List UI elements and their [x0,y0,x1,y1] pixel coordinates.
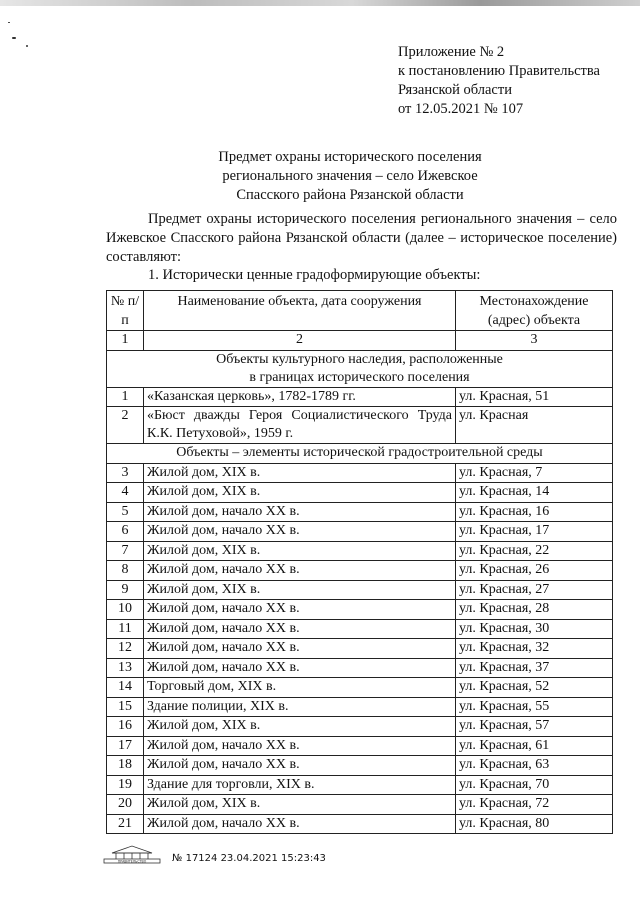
header-number: № п/п [107,291,144,331]
object-name: Жилой дом, начало XX в. [144,619,456,639]
table-row [107,483,613,503]
row-number: 1 [107,387,144,407]
document-title [150,148,550,205]
object-address: ул. Красная, 37 [456,658,613,678]
table-row [107,678,613,698]
object-name: Жилой дом, начало XX в. [144,814,456,834]
row-number: 20 [107,795,144,815]
row-number: 16 [107,717,144,737]
object-address: ул. Красная, 22 [456,541,613,561]
table-row [107,502,613,522]
column-number: 3 [456,331,613,351]
row-number: 3 [107,463,144,483]
row-number: 13 [107,658,144,678]
row-number: 21 [107,814,144,834]
table-row [107,814,613,834]
object-address: ул. Красная, 63 [456,756,613,776]
row-number: 6 [107,522,144,542]
title-line: Спасского района Рязанской области [236,187,464,203]
header-address: Местонахождение (адрес) объекта [456,291,613,331]
object-name: Жилой дом, XIX в. [144,463,456,483]
object-address: ул. Красная, 80 [456,814,613,834]
title-line: регионального значения – село Ижевское [222,168,478,184]
table-row [107,756,613,776]
object-address: ул. Красная, 14 [456,483,613,503]
scan-speck [8,22,10,23]
column-number-row [107,331,613,351]
object-address: ул. Красная, 51 [456,387,613,407]
table-row [107,600,613,620]
object-name: «Казанская церковь», 1782-1789 гг. [144,387,456,407]
row-number: 7 [107,541,144,561]
row-number: 10 [107,600,144,620]
section-row [107,444,613,464]
object-name: Жилой дом, начало XX в. [144,522,456,542]
table-row [107,561,613,581]
table-row [107,639,613,659]
table-row [107,658,613,678]
object-name: Жилой дом, начало XX в. [144,561,456,581]
section-row [107,350,613,387]
row-number: 12 [107,639,144,659]
object-address: ул. Красная, 61 [456,736,613,756]
scan-speck [12,37,16,39]
column-number: 1 [107,331,144,351]
header-name [144,291,456,331]
section-heading-line: в границах исторического поселения [249,369,470,385]
table-row [107,463,613,483]
object-name: Жилой дом, XIX в. [144,483,456,503]
section-heading [107,350,613,387]
object-name: Жилой дом, начало XX в. [144,756,456,776]
table-row [107,407,613,444]
table-row [107,541,613,561]
table-row [107,795,613,815]
title-line: Предмет охраны исторического поселения [218,149,482,165]
object-name: Жилой дом, начало XX в. [144,639,456,659]
scan-edge [0,0,640,6]
object-address: ул. Красная, 16 [456,502,613,522]
object-address: ул. Красная, 55 [456,697,613,717]
object-name: Жилой дом, начало XX в. [144,736,456,756]
row-number: 9 [107,580,144,600]
object-name: Здание полиции, XIX в. [144,697,456,717]
section-heading-line: Объекты культурного наследия, расположенные [216,351,503,367]
object-address: ул. Красная, 32 [456,639,613,659]
object-address: ул. Красная, 70 [456,775,613,795]
row-number: 5 [107,502,144,522]
object-name: Жилой дом, XIX в. [144,580,456,600]
row-number: 18 [107,756,144,776]
registration-number: № 17124 23.04.2021 15:23:43 [172,853,326,864]
object-address: ул. Красная, 26 [456,561,613,581]
object-address: ул. Красная, 28 [456,600,613,620]
table-row [107,717,613,737]
scan-speck [26,45,28,47]
row-number: 2 [107,407,144,444]
table-row [107,775,613,795]
object-name: Жилой дом, начало XX в. [144,600,456,620]
row-number: 17 [107,736,144,756]
object-address: ул. Красная [456,407,613,444]
column-number: 2 [144,331,456,351]
appendix-number: Приложение № 2 [398,44,505,60]
row-number: 15 [107,697,144,717]
table-row [107,580,613,600]
object-name: Жилой дом, XIX в. [144,717,456,737]
row-number: 8 [107,561,144,581]
object-address: ул. Красная, 17 [456,522,613,542]
object-name: «Бюст дважды Героя Социалистического Труда К.К. Петуховой», 1959 г. [144,407,456,444]
row-number: 4 [107,483,144,503]
table-row [107,522,613,542]
object-address: ул. Красная, 72 [456,795,613,815]
row-number: 19 [107,775,144,795]
appendix-date: от 12.05.2021 № 107 [398,101,524,117]
stamp-caption: ПРАВИТЕЛЬСТВО [117,859,147,864]
object-name: Жилой дом, XIX в. [144,541,456,561]
table-row [107,387,613,407]
object-address: ул. Красная, 57 [456,717,613,737]
item-heading: 1. Исторически ценные градоформирующие объекты: [148,267,481,283]
section-heading: Объекты – элементы исторической градостроительной среды [107,444,613,464]
object-address: ул. Красная, 27 [456,580,613,600]
object-address: ул. Красная, 7 [456,463,613,483]
table-row [107,736,613,756]
object-name: Здание для торговли, XIX в. [144,775,456,795]
table-header-row [107,291,613,331]
table-row [107,697,613,717]
government-stamp-icon [102,844,162,864]
appendix-region: Рязанской области [398,82,512,98]
object-name: Жилой дом, начало XX в. [144,502,456,522]
object-address: ул. Красная, 52 [456,678,613,698]
header-name-label: Наименование объекта, дата сооружения [177,294,422,309]
object-address: ул. Красная, 30 [456,619,613,639]
row-number: 14 [107,678,144,698]
object-name: Торговый дом, XIX в. [144,678,456,698]
appendix-block [398,43,600,119]
appendix-resolution: к постановлению Правительства [398,63,600,79]
object-name: Жилой дом, начало XX в. [144,658,456,678]
row-number: 11 [107,619,144,639]
table-row [107,619,613,639]
objects-table [106,290,613,834]
object-name: Жилой дом, XIX в. [144,795,456,815]
intro-paragraph: Предмет охраны исторического поселения регионального значения – село Ижевское Спасского района Рязанской области (далее – историческое поселение) составляют: [106,211,617,265]
